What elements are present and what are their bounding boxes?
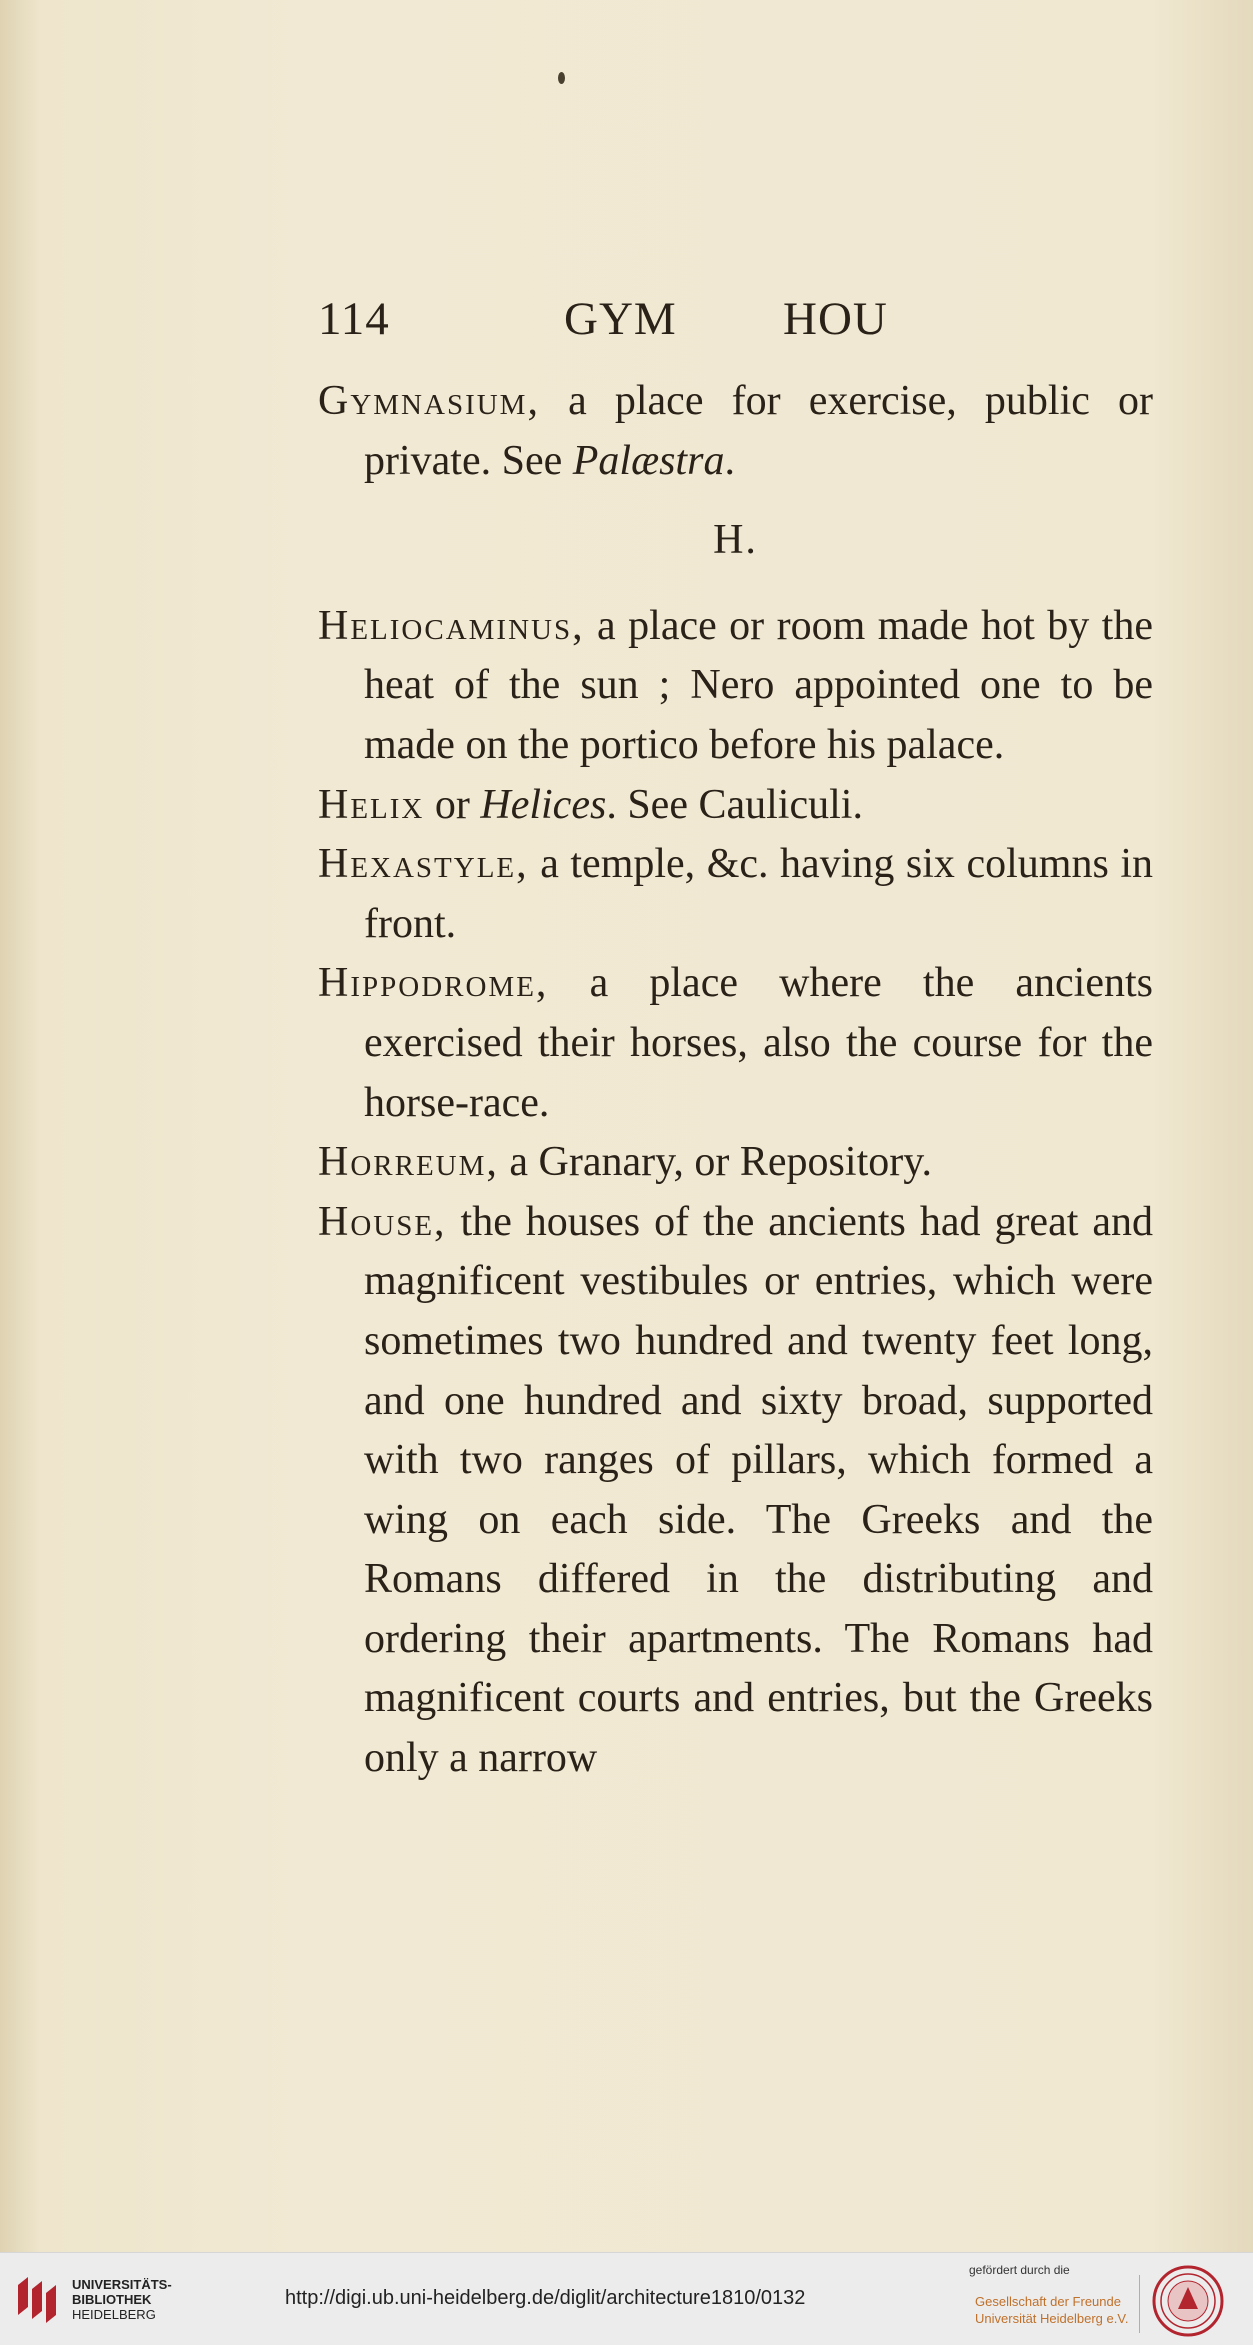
- footer-bar: [0, 2252, 1253, 2345]
- entry-text: a place for exercise, public or private. See: [364, 378, 1153, 484]
- entry-text: a place or room made hot by the heat of the sun ; Nero appointed one to be made on the portico before his palace.: [364, 602, 1153, 768]
- entry-hexastyle: [318, 835, 1153, 954]
- sponsor-line2: Universität Heidelberg e.V.: [975, 2311, 1129, 2326]
- entry-text-after: .: [724, 437, 735, 484]
- headword: Helix: [318, 781, 425, 828]
- entry-italic: Helices: [480, 781, 607, 828]
- library-name-line2: BIBLIOTHEK: [72, 2292, 152, 2307]
- entry-text: a place where the ancients exercised their horses, also the course for the horse-race.: [364, 960, 1153, 1126]
- entry-gymnasium: [318, 372, 1153, 491]
- entry-text: a Granary, or Repository.: [498, 1139, 932, 1186]
- sponsor-name[interactable]: [975, 2293, 1128, 2327]
- sponsor-line1: Gesellschaft der Freunde: [975, 2294, 1121, 2309]
- headword: Horreum,: [318, 1139, 499, 1186]
- running-head-left-word: GYM: [564, 293, 677, 345]
- headword: Hippodrome,: [318, 960, 549, 1007]
- entry-house: [318, 1193, 1153, 1789]
- entry-text: or: [424, 781, 481, 828]
- permalink-url[interactable]: http://digi.ub.uni-heidelberg.de/diglit/architecture1810/0132: [285, 2287, 806, 2309]
- entry-horreum: [318, 1133, 1153, 1193]
- ink-spot: [558, 72, 565, 84]
- entry-text-after: . See Cauliculi.: [606, 781, 863, 828]
- page-number: 114: [318, 293, 390, 345]
- entry-text: a temple, &c. having six columns in front.: [364, 841, 1153, 947]
- running-head-right-word: HOU: [783, 293, 888, 345]
- entry-heliocaminus: [318, 597, 1153, 776]
- headword: Gymnasium,: [318, 378, 540, 424]
- headword: Hexastyle,: [318, 841, 529, 888]
- dictionary-text: [318, 372, 1153, 1789]
- library-name-line3: HEIDELBERG: [72, 2307, 156, 2322]
- headword: Heliocaminus,: [318, 602, 585, 649]
- university-seal-icon: [1152, 2265, 1224, 2337]
- headword: House,: [318, 1198, 447, 1245]
- section-letter: H.: [713, 517, 758, 564]
- entry-italic: Palæstra: [572, 437, 725, 484]
- entry-hippodrome: [318, 954, 1153, 1133]
- sponsor-divider: [1139, 2275, 1140, 2333]
- sponsor-label: gefördert durch die: [969, 2263, 1070, 2277]
- running-head: [318, 292, 918, 352]
- entry-text: the houses of the ancients had great and magnificent vestibules or entries, which were sometimes two hundred and twenty feet long, and one hundred and sixty broad, supported with two ranges of pillars, which formed a wing on each side. The Greeks and the Romans differed in the distributing and ordering their apartments. The Romans had magnificent courts and entries, but the Greeks only a narrow: [364, 1198, 1153, 1782]
- entry-helix: [318, 776, 1153, 836]
- library-name: [72, 2277, 172, 2322]
- ub-heidelberg-logo-icon[interactable]: [14, 2271, 64, 2327]
- library-name-line1: UNIVERSITÄTS-: [72, 2277, 172, 2292]
